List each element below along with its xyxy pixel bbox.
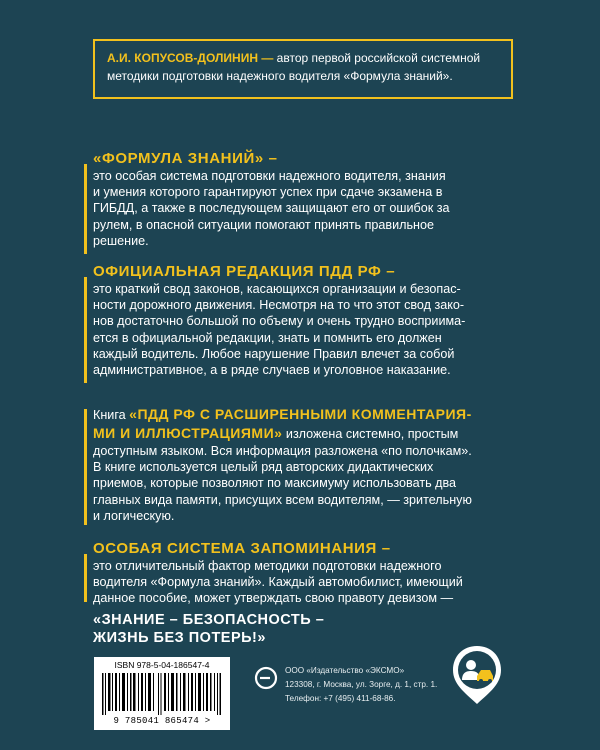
- author-line-1: [107, 49, 499, 67]
- publisher-line-3: Телефон: +7 (495) 411-68-86.: [285, 694, 396, 703]
- book-title-line-2: [93, 424, 528, 443]
- section-line: это краткий свод законов, касающихся организации и безопас-: [93, 282, 461, 296]
- section-line: рулем, в опасной ситуации помогают принять правильное: [93, 217, 435, 232]
- section-book: [93, 405, 528, 524]
- section-accent-bar: [84, 409, 87, 525]
- section-line: приемов, которые позволяют по максимуму использовать два: [93, 476, 457, 491]
- section-line: ности дорожного движения. Несмотря на то что этот свод зако-: [93, 298, 465, 313]
- book-prefix: Книга: [93, 408, 130, 422]
- section-line: данное пособие, может утверждать свою правоту девизом —: [93, 591, 454, 606]
- author-line-2: методики подготовки надежного водителя «Формула знаний».: [107, 69, 453, 83]
- publisher-info: [285, 664, 437, 706]
- publisher-line-1: ООО «Издательство «ЭКСМО»: [285, 666, 405, 675]
- barcode-bars: [102, 673, 222, 715]
- author-line1-rest: автор первой российской системной: [276, 51, 481, 65]
- author-name: А.И. КОПУСОВ-ДОЛИНИН: [107, 51, 258, 65]
- author-dash: —: [258, 51, 277, 65]
- section-line: нов достаточно большой по объему и очень трудно восприима-: [93, 314, 466, 329]
- driver-app-icon: [450, 644, 504, 706]
- section-title: ОСОБАЯ СИСТЕМА ЗАПОМИНАНИЯ –: [93, 540, 391, 557]
- eksmo-logo-icon: [254, 666, 278, 690]
- motto-line-1: «ЗНАНИЕ – БЕЗОПАСНОСТЬ –: [93, 611, 325, 628]
- motto: [93, 611, 528, 647]
- section-accent-bar: [84, 554, 87, 602]
- section-line: это особая система подготовки надежного водителя, знания: [93, 169, 446, 183]
- motto-line-2: ЖИЗНЬ БЕЗ ПОТЕРЬ!»: [93, 629, 266, 646]
- section-line: главных вида памяти, присущих всем водителям, — зрительную: [93, 492, 472, 507]
- barcode-digits: 9 785041 865474 >: [113, 716, 211, 726]
- section-accent-bar: [84, 277, 87, 383]
- author-box: [93, 39, 513, 99]
- publisher-line-2: 123308, г. Москва, ул. Зорге, д. 1, стр. 1.: [285, 680, 438, 689]
- section-official-rules: [93, 263, 528, 378]
- section-formula: [93, 150, 528, 249]
- section-line: административное, а в ряде случаев и уголовное наказание.: [93, 363, 451, 378]
- section-title: «ФОРМУЛА ЗНАНИЙ» –: [93, 150, 278, 167]
- isbn-text: ISBN 978-5-04-186547-4: [114, 660, 210, 670]
- section-line: ГИБДД, а также в последующем защищают его от ошибок за: [93, 201, 450, 216]
- barcode-box: [94, 657, 230, 730]
- section-accent-bar: [84, 164, 87, 254]
- book-title-2: МИ И ИЛЛЮСТРАЦИЯМИ»: [93, 425, 283, 441]
- section-line: водителя «Формула знаний». Каждый автомобилист, имеющий: [93, 575, 463, 590]
- section-memory-system: [93, 540, 528, 647]
- section-line: решение.: [93, 233, 149, 248]
- section-line: доступным языком. Вся информация разложена «по полочкам».: [93, 444, 472, 458]
- book-after-title: изложена системно, простым: [282, 427, 459, 441]
- section-line: каждый водитель. Любое нарушение Правил влечет за собой: [93, 346, 455, 361]
- section-line: ется в официальной редакции, знать и помнить его должен: [93, 330, 442, 345]
- section-line: это отличительный фактор методики подготовки надежного: [93, 559, 442, 573]
- section-line: и логическую.: [93, 508, 175, 523]
- section-line: и умения которого гарантируют успех при сдаче экзамена в: [93, 185, 443, 200]
- book-title-1: «ПДД РФ С РАСШИРЕННЫМИ КОММЕНТАРИЯ-: [129, 406, 472, 422]
- section-line: В книге используется целый ряд авторских дидактических: [93, 460, 434, 475]
- book-title-line-1: [93, 405, 528, 424]
- section-title: ОФИЦИАЛЬНАЯ РЕДАКЦИЯ ПДД РФ –: [93, 263, 396, 280]
